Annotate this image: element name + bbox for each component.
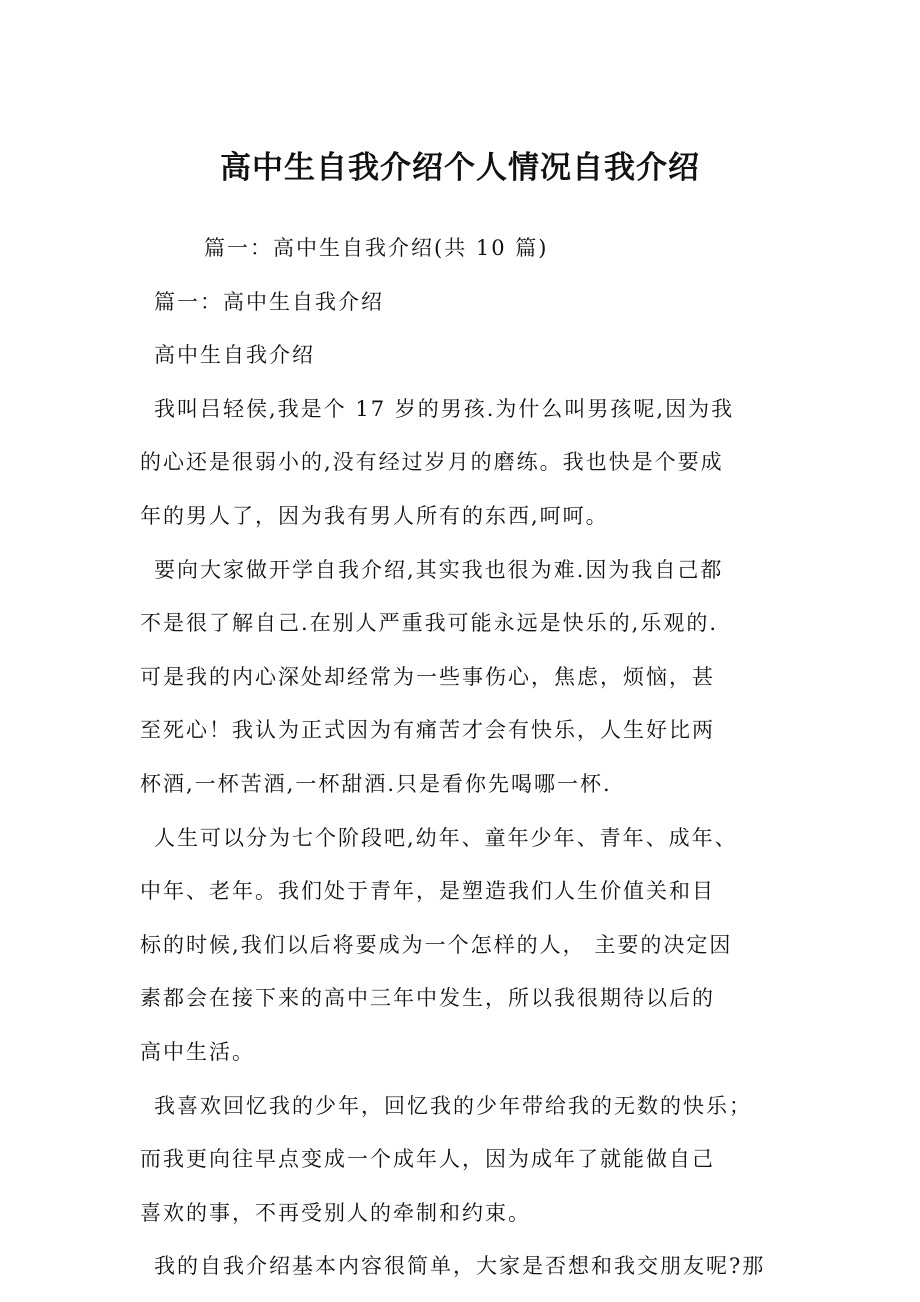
paragraph-line: 高中生活。 [140,1039,255,1064]
paragraph-line: 杯酒,一杯苦酒,一杯甜酒.只是看你先喝哪一杯. [140,771,612,796]
paragraph-line: 喜欢的事，不再受别人的牵制和约束。 [140,1200,531,1225]
paragraph-line: 可是我的内心深处却经常为一些事伤心，焦虑，烦恼，甚 [140,664,715,689]
series-heading: 篇一：高中生自我介绍(共 10 篇) [204,236,549,260]
paragraph-line: 而我更向往早点变成一个成年人，因为成年了就能做自己 [140,1147,715,1172]
paragraph-line: 我叫吕轻侯,我是个 17 岁的男孩.为什么叫男孩呢,因为我 [154,396,735,421]
document-body [140,222,820,1294]
paragraph-line: 的心还是很弱小的,没有经过岁月的磨练。我也快是个要成 [140,450,724,475]
document-title: 高中生自我介绍个人情况自我介绍 [220,150,700,186]
paragraph-line: 人生可以分为七个阶段吧,幼年、童年少年、青年、成年、 [154,825,738,850]
paragraph-line: 要向大家做开学自我介绍,其实我也很为难.因为我自己都 [154,557,724,582]
chapter-heading: 篇一：高中生自我介绍 [154,289,384,314]
section-heading: 高中生自我介绍 [154,343,315,368]
paragraph-line: 中年、老年。我们处于青年，是塑造我们人生价值关和目 [140,879,715,904]
paragraph-line: 标的时候,我们以后将要成为一个怎样的人， 主要的决定因 [140,932,733,957]
paragraph-line: 年的男人了，因为我有男人所有的东西,呵呵。 [140,503,609,528]
paragraph-line: 我的自我介绍基本内容很简单，大家是否想和我交朋友呢?那 [154,1254,766,1279]
paragraph-line: 素都会在接下来的高中三年中发生，所以我很期待以后的 [140,986,715,1011]
paragraph-line: 至死心！我认为正式因为有痛苦才会有快乐，人生好比两 [140,718,715,743]
paragraph-line: 我喜欢回忆我的少年，回忆我的少年带给我的无数的快乐； [154,1093,752,1118]
paragraph-line: 不是很了解自己.在别人严重我可能永远是快乐的,乐观的. [140,611,719,636]
